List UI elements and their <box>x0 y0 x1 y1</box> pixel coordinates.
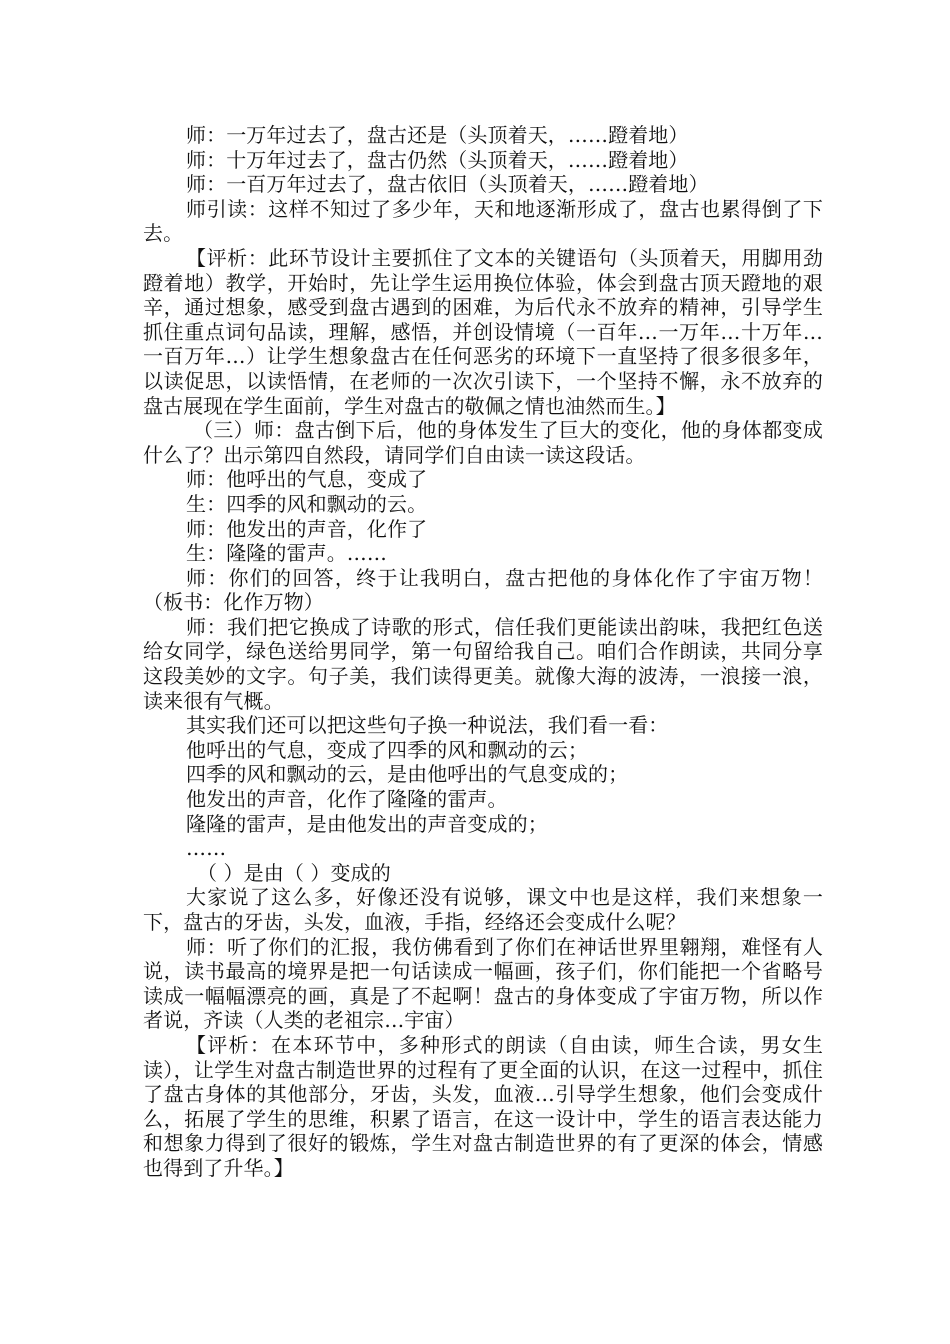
line-wind-from-breath: 四季的风和飘动的云，是由他呼出的气息变成的； <box>186 762 629 787</box>
line-fill-in-pattern: （ ）是由（ ）变成的 <box>197 860 391 885</box>
paragraph-teacher-all-things: 师：你们的回答，终于让我明白，盘古把他的身体化作了宇宙万物！（板书：化作万物） <box>143 565 823 615</box>
paragraph-teacher-hundred-thousand-years: 师：十万年过去了，盘古仍然（头顶着天，……蹬着地） <box>186 147 689 172</box>
line-ellipsis: …… <box>186 836 227 861</box>
paragraph-commentary-2: 【评析：在本环节中，多种形式的朗读（自由读，师生合读，男女生读），让学生对盘古制造世界的过程有了更全面的认识，在这一过程中，抓住了盘古身体的其他部分，牙齿，头发，血液…引导学生想象，他们会变成什么，拓展了学生的思维，积累了语言，在这一设计中，学生的语言表达能力和想象力得到了很好的锻炼，学生对盘古制造世界的有了更深的体会，情感也得到了升华。】 <box>143 1032 823 1180</box>
document-body <box>143 123 823 1181</box>
paragraph-student-thunder: 生：隆隆的雷声。…… <box>186 541 387 566</box>
paragraph-another-way: 其实我们还可以把这些句子换一种说法，我们看一看： <box>186 713 669 738</box>
paragraph-section-three: （三）师：盘古倒下后，他的身体发生了巨大的变化，他的身体都变成什么了？出示第四自然段，请同学们自由读一读这段话。 <box>143 418 823 467</box>
paragraph-teacher-breath: 师：他呼出的气息，变成了 <box>186 467 428 492</box>
paragraph-teacher-guided-reading: 师引读：这样不知过了多少年，天和地逐渐形成了，盘古也累得倒了下去。 <box>143 196 823 246</box>
line-breath-to-wind: 他呼出的气息，变成了四季的风和飘动的云； <box>186 737 588 762</box>
paragraph-teacher-poem-form: 师：我们把它换成了诗歌的形式，信任我们更能读出韵味，我把红色送给女同学，绿色送给男同学，第一句留给我自己。咱们合作朗读，共同分享这段美妙的文字。句子美，我们读得更美。就像大海的波涛，一浪接一浪，读来很有气概。 <box>143 614 823 713</box>
paragraph-teacher-voice: 师：他发出的声音，化作了 <box>186 516 428 541</box>
line-voice-to-thunder: 他发出的声音，化作了隆隆的雷声。 <box>186 787 508 812</box>
paragraph-commentary-1: 【评析：此环节设计主要抓住了文本的关键语句（头顶着天，用脚用劲蹬着地）教学，开始时，先让学生运用换位体验，体会到盘古顶天蹬地的艰辛，通过想象，感受到盘古遇到的困难，为后代永不放弃的精神，引导学生抓住重点词句品读，理解，感悟，并创设情境（一百年…一万年…十万年…一百万年…）让学生想象盘古在任何恶劣的环境下一直坚持了很多很多年，以读促思，以读悟情，在老师的一次次引读下，一个坚持不懈，永不放弃的盘古展现在学生面前，学生对盘古的敬佩之情也油然而生。】 <box>143 245 823 418</box>
paragraph-student-wind-clouds: 生：四季的风和飘动的云。 <box>186 491 428 516</box>
paragraph-imagine-body-parts: 大家说了这么多，好像还没有说够，课文中也是这样，我们来想象一下，盘古的牙齿，头发，血液，手指，经络还会变成什么呢？ <box>143 885 823 934</box>
line-thunder-from-voice: 隆隆的雷声，是由他发出的声音变成的； <box>186 811 548 836</box>
paragraph-teacher-million-years: 师：一百万年过去了，盘古依旧（头顶着天，……蹬着地） <box>186 172 709 197</box>
paragraph-teacher-myth-world: 师：听了你们的汇报，我仿佛看到了你们在神话世界里翱翔，难怪有人说，读书最高的境界是把一句话读成一幅画，孩子们，你们能把一个省略号读成一幅幅漂亮的画，真是了不起啊！盘古的身体变成了宇宙万物，所以作者说，齐读（人类的老祖宗…宇宙） <box>143 934 823 1033</box>
paragraph-teacher-ten-thousand-years: 师：一万年过去了，盘古还是（头顶着天，……蹬着地） <box>186 123 689 147</box>
